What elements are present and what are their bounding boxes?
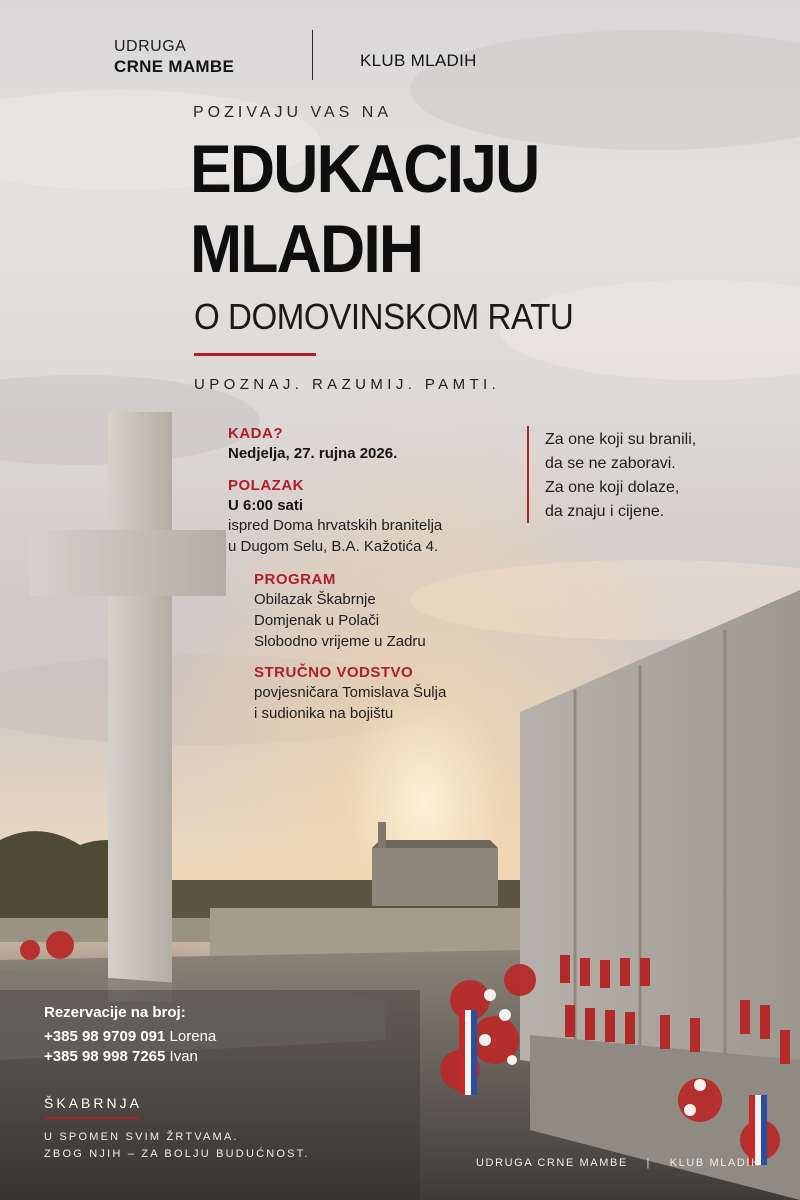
quote — [545, 428, 696, 524]
contact-name: Ivan — [169, 1048, 198, 1065]
quote-line: Za one koji dolaze, — [545, 479, 680, 496]
footer-org: UDRUGA CRNE MAMBE — [476, 1157, 628, 1169]
departure-label: POLAZAK — [228, 477, 304, 494]
place-name: ŠKABRNJA — [44, 1095, 142, 1111]
footer — [476, 1157, 761, 1169]
accent-rule — [194, 353, 316, 356]
departure-place-line2: u Dugom Selu, B.A. Kažotića 4. — [228, 538, 439, 555]
club-name: KLUB MLADIH — [360, 51, 477, 70]
contact-row — [44, 1028, 216, 1045]
when-value: Nedjelja, 27. rujna 2026. — [228, 445, 398, 462]
title-line1: EDUKACIJU — [190, 131, 539, 207]
slogan: UPOZNAJ. RAZUMIJ. PAMTI. — [194, 376, 501, 393]
footer-separator: | — [646, 1157, 652, 1169]
quote-line: Za one koji su branili, — [545, 431, 697, 448]
departure-place-line1: ispred Doma hrvatskih branitelja — [228, 517, 443, 534]
when-label: KADA? — [228, 425, 283, 442]
org-name-line1: UDRUGA — [114, 38, 187, 55]
contact-row — [44, 1048, 198, 1065]
guide-label: STRUČNO VODSTVO — [254, 664, 414, 681]
program-item: Obilazak Škabrnje — [254, 591, 376, 608]
program-item: Domjenak u Polači — [254, 612, 380, 629]
org-name-line2: CRNE MAMBE — [114, 57, 235, 76]
guide-line1: povjesničara Tomislava Šulja — [254, 684, 447, 701]
invite-text: POZIVAJU VAS NA — [193, 104, 392, 121]
place-rule — [44, 1117, 140, 1119]
quote-line: da se ne zaboravi. — [545, 455, 676, 472]
departure-time: U 6:00 sati — [228, 497, 304, 514]
contact-name: Lorena — [169, 1028, 217, 1045]
phone-number[interactable]: +385 98 9709 091 — [44, 1028, 166, 1045]
memorial-line1: U SPOMEN SVIM ŽRTVAMA. — [44, 1131, 239, 1143]
program-label: PROGRAM — [254, 571, 336, 588]
title-subtitle: O DOMOVINSKOM RATU — [194, 296, 574, 337]
footer-club: KLUB MLADIH — [669, 1157, 761, 1169]
header-divider — [312, 30, 313, 80]
quote-line: da znaju i cijene. — [545, 503, 665, 520]
quote-bar — [527, 426, 529, 523]
reservation-title: Rezervacije na broj: — [44, 1004, 186, 1021]
program-item: Slobodno vrijeme u Zadru — [254, 633, 426, 650]
title-line2: MLADIH — [190, 211, 423, 287]
phone-number[interactable]: +385 98 998 7265 — [44, 1048, 166, 1065]
guide-line2: i sudionika na bojištu — [254, 705, 394, 722]
memorial-line2: ZBOG NJIH – ZA BOLJU BUDUĆNOST. — [44, 1148, 310, 1160]
